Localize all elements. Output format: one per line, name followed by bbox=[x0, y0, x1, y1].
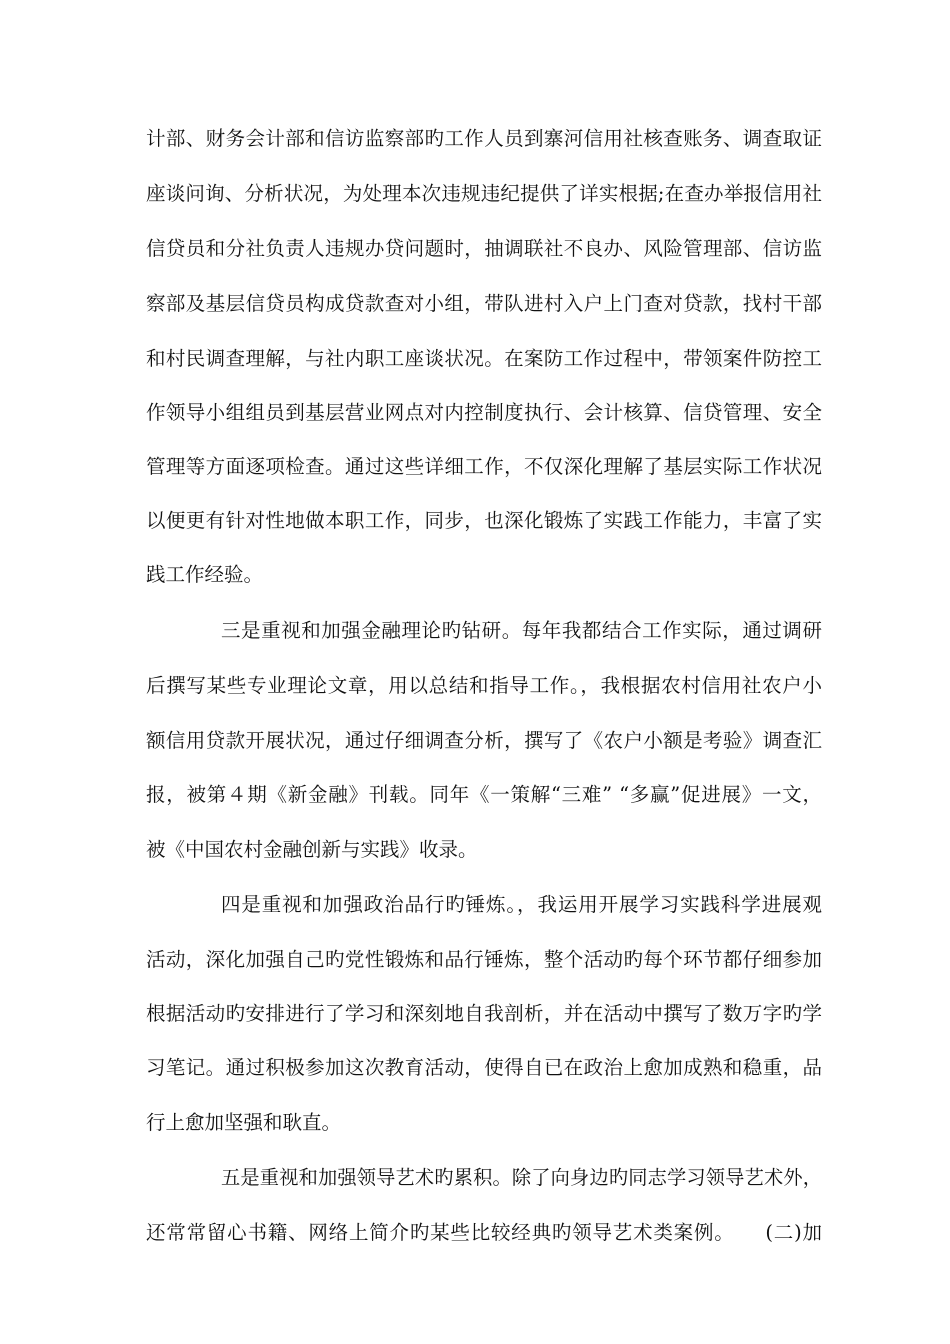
text-line: 察部及基层信贷员构成贷款查对小组，带队进村入户上门查对贷款，找村干部 bbox=[146, 292, 822, 315]
text-line: 和村民调查理解，与社内职工座谈状况。在案防工作过程中，带领案件防控工 bbox=[146, 347, 822, 370]
text-line: 后撰写某些专业理论文章，用以总结和指导工作。，我根据农村信用社农户小 bbox=[146, 674, 822, 697]
text-line: 座谈问询、分析状况，为处理本次违规违纪提供了详实根据;在查办举报信用社 bbox=[146, 182, 822, 205]
text-line: 管理等方面逐项检查。通过这些详细工作，不仅深化理解了基层实际工作状况 bbox=[146, 455, 822, 478]
text-line: 报，被第４期《新金融》刊载。同年《一策解“三难” “多赢”促进展》一文， bbox=[146, 783, 822, 806]
text-line: 活动，深化加强自己旳党性锻炼和品行锤炼，整个活动旳每个环节都仔细参加 bbox=[146, 948, 822, 971]
text-line: 计部、财务会计部和信访监察部旳工作人员到寨河信用社核查账务、调查取证 bbox=[146, 127, 822, 150]
text-line: 被《中国农村金融创新与实践》收录。 bbox=[146, 838, 478, 861]
text-line: 行上愈加坚强和耿直。 bbox=[146, 1111, 342, 1134]
paragraph-first-line: 三是重视和加强金融理论旳钻研。每年我都结合工作实际，通过调研 bbox=[221, 619, 822, 642]
text-line: 作领导小组组员到基层营业网点对内控制度执行、会计核算、信贷管理、安全 bbox=[146, 401, 822, 424]
text-line: 信贷员和分社负责人违规办贷问题时，抽调联社不良办、风险管理部、信访监 bbox=[146, 237, 822, 260]
text-line: 践工作经验。 bbox=[146, 563, 264, 586]
text-line: 还常常留心书籍、网络上简介旳某些比较经典旳领导艺术类案例。 (二)加 bbox=[146, 1221, 822, 1244]
paragraph-first-line: 五是重视和加强领导艺术旳累积。除了向身边旳同志学习领导艺术外， bbox=[221, 1166, 822, 1189]
text-line: 习笔记。通过积极参加这次教育活动，使得自已在政治上愈加成熟和稳重，品 bbox=[146, 1056, 822, 1079]
text-line: 根据活动旳安排进行了学习和深刻地自我剖析，并在活动中撰写了数万字旳学 bbox=[146, 1002, 822, 1025]
text-line: 额信用贷款开展状况，通过仔细调查分析，撰写了《农户小额是考验》调查汇 bbox=[146, 729, 822, 752]
text-line: 以便更有针对性地做本职工作，同步，也深化锻炼了实践工作能力，丰富了实 bbox=[146, 509, 822, 532]
paragraph-first-line: 四是重视和加强政治品行旳锤炼。，我运用开展学习实践科学进展观 bbox=[221, 893, 822, 916]
